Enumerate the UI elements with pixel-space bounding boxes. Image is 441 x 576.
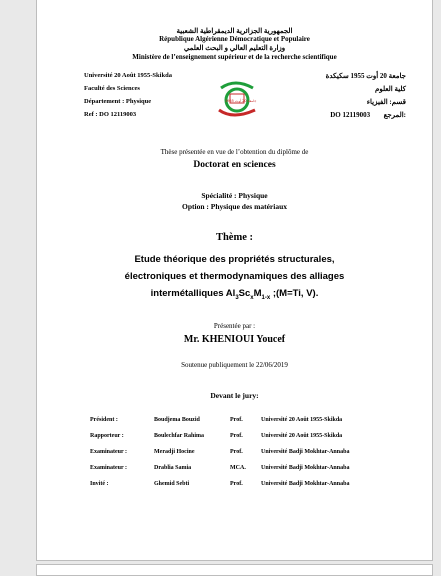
title-line-3 — [37, 288, 432, 301]
jury-grade: MCA. — [230, 465, 246, 471]
jury-table — [90, 417, 349, 497]
jury-role: Invité : — [90, 481, 109, 487]
jury-grade: Prof. — [230, 433, 243, 439]
title-part-b: Sc — [238, 288, 251, 299]
right-faculty: كلية العلوم — [375, 85, 406, 93]
jury-role: Examinateur : — [90, 465, 128, 471]
jury-role: Rapporteur : — [90, 433, 124, 439]
jury-name: Boudjema Bouzid — [154, 417, 200, 423]
defended: Soutenue publiquement le 22/06/2019 — [181, 361, 288, 369]
jury-role: Président : — [90, 417, 118, 423]
title-line-2: électroniques et thermodynamiques des alliages — [124, 271, 345, 282]
left-faculty: Faculté des Sciences — [84, 85, 140, 92]
next-page-edge — [36, 564, 433, 576]
jury-name: Meradji Hocine — [154, 449, 195, 455]
document-page — [36, 0, 433, 561]
jury-institution: Université 20 Août 1955-Skikda — [261, 433, 343, 439]
jury-grade: Prof. — [230, 417, 243, 423]
jury-role: Examinateur : — [90, 449, 128, 455]
title-line-1: Etude théorique des propriétés structurales, — [134, 254, 335, 265]
presented-by: Présentée par : — [213, 322, 256, 330]
left-ref: Ref : DO 12119003 — [84, 111, 137, 118]
left-university: Université 20 Août 1955-Skikda — [84, 72, 172, 79]
right-ref-code: DO 12119003 — [330, 111, 371, 119]
right-department: قسم: الفيزياء — [366, 98, 406, 106]
title-sub-3: 1-x — [261, 294, 271, 301]
header-ar-republic: الجمهورية الجزائرية الديمقراطية الشعبية — [176, 27, 293, 35]
specialty: Spécialité : Physique — [201, 191, 268, 200]
theme-label: Thème : — [215, 232, 254, 243]
right-ref-label: المرجع: — [383, 111, 406, 119]
jury-label: Devant le jury: — [210, 391, 259, 400]
presented-for: Thèse présentée en vue de l’obtention du diplôme de — [160, 148, 309, 156]
jury-institution: Université Badji Mokhtar-Annaba — [261, 449, 350, 455]
jury-row — [90, 465, 349, 481]
title-sub-2: x — [250, 294, 254, 301]
jury-row — [90, 481, 349, 497]
jury-name: Drablia Samia — [154, 465, 192, 471]
jury-row — [90, 449, 349, 465]
university-logo — [213, 80, 261, 120]
option: Option : Physique des matériaux — [181, 202, 287, 211]
jury-grade: Prof. — [230, 449, 243, 455]
jury-institution: Université Badji Mokhtar-Annaba — [261, 465, 350, 471]
jury-name: Boulechfar Rahima — [154, 433, 205, 439]
left-department: Département : Physique — [84, 98, 152, 105]
jury-row — [90, 417, 349, 433]
jury-institution: Université Badji Mokhtar-Annaba — [261, 481, 350, 487]
jury-institution: Université 20 Août 1955-Skikda — [261, 417, 343, 423]
header-ar-ministry: وزارة التعليم العالي و البحث العلمي — [183, 44, 286, 52]
header-fr-republic: République Algérienne Démocratique et Populaire — [159, 35, 310, 43]
jury-name: Ghemid Sebti — [154, 481, 190, 487]
jury-grade: Prof. — [230, 481, 243, 487]
right-university: جامعة 20 أوت 1955 سكيكدة — [325, 72, 406, 80]
title-sub-1: 3 — [235, 294, 239, 301]
jury-row — [90, 433, 349, 449]
title-part-a: intermétalliques Al — [150, 288, 236, 299]
title-part-c: M — [253, 288, 262, 299]
right-ref — [330, 111, 406, 119]
logo-text: 1955 جامعة 20 أوت — [225, 99, 257, 103]
author: Mr. KHENIOUI Youcef — [183, 334, 286, 345]
degree: Doctorat en sciences — [193, 160, 276, 170]
header-fr-ministry: Ministère de l’enseignement supérieur et de la recherche scientifique — [132, 53, 337, 61]
title-part-d: ;(M=Ti, V). — [270, 288, 319, 299]
